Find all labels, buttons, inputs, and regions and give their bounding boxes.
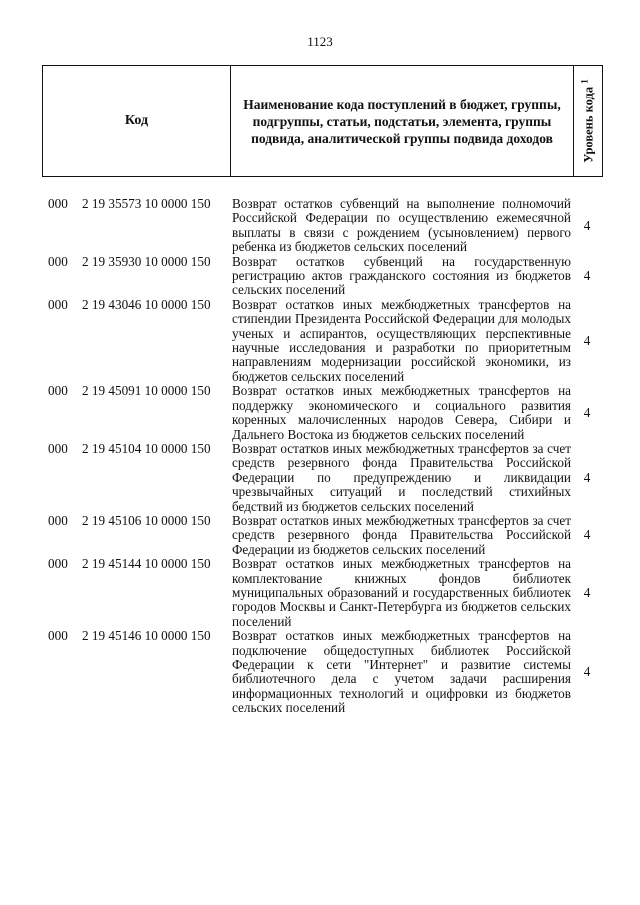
row-level: 4	[583, 268, 591, 284]
table-header	[42, 65, 603, 177]
row-code: 2 19 45091 10 0000 150	[82, 383, 211, 399]
row-prefix: 000	[48, 628, 68, 644]
table-row	[42, 384, 603, 442]
row-name: Возврат остатков иных межбюджетных трансфертов за счет средств резервного фонда Правительства Российской Федерации из бюджетов сельских поселений	[232, 512, 571, 557]
row-prefix: 000	[48, 440, 68, 456]
header-code: Код	[43, 66, 231, 176]
row-name: Возврат остатков иных межбюджетных трансфертов на стипендии Президента Российской Федерации для молодых ученых и аспирантов, осуществляющих перспективные научные исследования и разработки по приоритетным направлениям модернизации российской экономики, из бюджетов сельских поселений	[232, 296, 571, 384]
row-code: 2 19 45146 10 0000 150	[82, 628, 211, 644]
header-name: Наименование кода поступлений в бюджет, группы, подгруппы, статьи, подстатьи, элемента, группы подвида, аналитической группы подвида доходов	[231, 66, 574, 176]
header-level-footnote: 1	[579, 79, 590, 84]
table-row	[42, 442, 603, 514]
row-name: Возврат остатков субвенций на государственную регистрацию актов гражданского состояния из бюджетов сельских поселений	[232, 253, 571, 298]
row-name: Возврат остатков субвенций на выполнение полномочий Российской Федерации по осуществлению ежемесячной выплаты в связи с рождением (усыновлением) первого ребенка из бюджетов сельских поселений	[232, 196, 571, 255]
header-level-label: Уровень кода	[581, 86, 596, 163]
row-level: 4	[583, 332, 591, 348]
row-code: 2 19 43046 10 0000 150	[82, 296, 211, 312]
row-prefix: 000	[48, 296, 68, 312]
table-row	[42, 629, 603, 715]
page-number: 1123	[307, 34, 333, 49]
row-prefix: 000	[48, 253, 68, 269]
row-name: Возврат остатков иных межбюджетных трансфертов на подключение общедоступных библиотек Российской Федерации к сети "Интернет" и развитие системы библиотечного дела с учетом задачи расширения информационных технологий и оцифровки из бюджетов сельских поселений	[232, 628, 571, 716]
row-prefix: 000	[48, 383, 68, 399]
header-level	[579, 79, 596, 162]
table-row	[42, 255, 603, 298]
header-level-cell	[574, 66, 602, 176]
row-level: 4	[583, 404, 591, 420]
row-code: 2 19 45144 10 0000 150	[82, 556, 211, 572]
table-row	[42, 514, 603, 557]
table-row	[42, 557, 603, 629]
row-level: 4	[583, 469, 591, 485]
table-row	[42, 298, 603, 384]
row-code: 2 19 45104 10 0000 150	[82, 440, 211, 456]
row-code: 2 19 45106 10 0000 150	[82, 512, 211, 528]
row-level: 4	[583, 527, 591, 543]
row-code: 2 19 35930 10 0000 150	[82, 253, 211, 269]
row-level: 4	[583, 217, 591, 233]
row-name: Возврат остатков иных межбюджетных трансфертов за счет средств резервного фонда Правительства Российской Федерации по предупреждению и ликвидации чрезвычайных ситуаций и последствий стихийных бедствий из бюджетов сельских поселений	[232, 440, 571, 514]
row-code: 2 19 35573 10 0000 150	[82, 196, 211, 211]
row-prefix: 000	[48, 556, 68, 572]
table-body	[42, 197, 603, 716]
row-prefix: 000	[48, 196, 68, 211]
row-prefix: 000	[48, 512, 68, 528]
row-name: Возврат остатков иных межбюджетных трансфертов на поддержку экономического и социального развития коренных малочисленных народов Севера, Сибири и Дальнего Востока из бюджетов сельских поселений	[232, 383, 571, 442]
row-name: Возврат остатков иных межбюджетных трансфертов на комплектование книжных фондов библиотек муниципальных образований и государственных библиотек городов Москвы и Санкт-Петербурга из бюджетов сельских поселений	[232, 556, 571, 629]
table-row	[42, 197, 603, 255]
row-level: 4	[583, 664, 591, 680]
row-level: 4	[583, 584, 591, 600]
